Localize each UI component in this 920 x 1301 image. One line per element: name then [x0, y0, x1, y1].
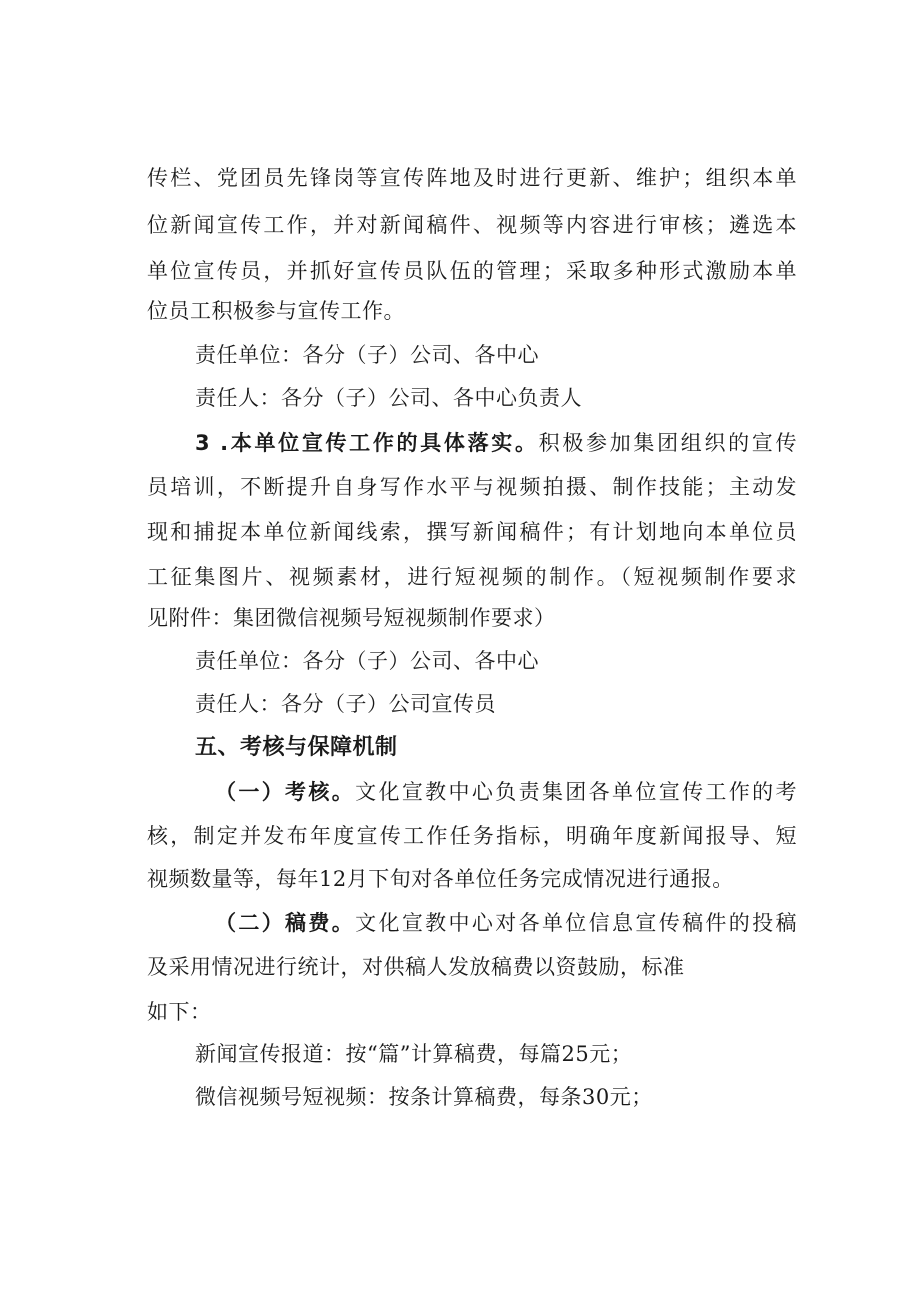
- sub-2-line-3: 如下：: [147, 1000, 212, 1024]
- resp-person-2: 责任人：各分（子）公司宣传员: [195, 692, 496, 716]
- fee-video: 微信视频号短视频：按条计算稿费，每条30元；: [195, 1085, 653, 1109]
- resp-unit-1: 责任单位：各分（子）公司、各中心: [195, 343, 539, 367]
- sub-1-line-2: 核，制定并发布年度宣传工作任务指标，明确年度新闻报导、短: [147, 824, 797, 848]
- resp-person-1: 责任人：各分（子）公司、各中心负责人: [195, 386, 582, 410]
- section-5-heading: 五、考核与保障机制: [195, 735, 398, 760]
- sub-2-line-1: [215, 908, 797, 938]
- sub-1-title: （一）考核。: [215, 780, 356, 804]
- intro-line-4: 位员工积极参与宣传工作。: [147, 299, 405, 323]
- intro-line-2: 位新闻宣传工作，并对新闻稿件、视频等内容进行审核；遴选本: [147, 213, 797, 237]
- sub-2-line-1-rest: 文化宣教中心对各单位信息宣传稿件的投稿: [355, 911, 797, 935]
- item-3-line-1: [195, 428, 797, 458]
- item-3-line-2: 员培训，不断提升自身写作水平与视频拍摄、制作技能；主动发: [147, 475, 797, 499]
- resp-unit-2: 责任单位：各分（子）公司、各中心: [195, 649, 539, 673]
- item-3-title: 3 .本单位宣传工作的具体落实。: [195, 431, 539, 455]
- fee-news: 新闻宣传报道：按“篇”计算稿费，每篇25元；: [195, 1042, 633, 1066]
- sub-1-line-1-rest: 文化宣教中心负责集团各单位宣传工作的考: [355, 780, 797, 804]
- intro-line-3: 单位宣传员，并抓好宣传员队伍的管理；采取多种形式激励本单: [147, 259, 797, 283]
- sub-2-title: （二）稿费。: [215, 911, 356, 935]
- item-3-line-4: 工征集图片、视频素材，进行短视频的制作。（短视频制作要求: [147, 565, 797, 589]
- sub-2-line-2: 及采用情况进行统计，对供稿人发放稿费以资鼓励，标准: [147, 955, 685, 979]
- item-3-line-5: 见附件：集团微信视频号短视频制作要求）: [147, 606, 556, 630]
- item-3-line-3: 现和捕捉本单位新闻线索，撰写新闻稿件；有计划地向本单位员: [147, 520, 797, 544]
- sub-1-line-1: [215, 777, 797, 807]
- intro-line-1: 传栏、党团员先锋岗等宣传阵地及时进行更新、维护；组织本单: [147, 166, 797, 190]
- item-3-line-1-rest: 积极参加集团组织的宣传: [538, 431, 797, 455]
- sub-1-line-3: 视频数量等，每年12月下旬对各单位任务完成情况进行通报。: [147, 867, 734, 891]
